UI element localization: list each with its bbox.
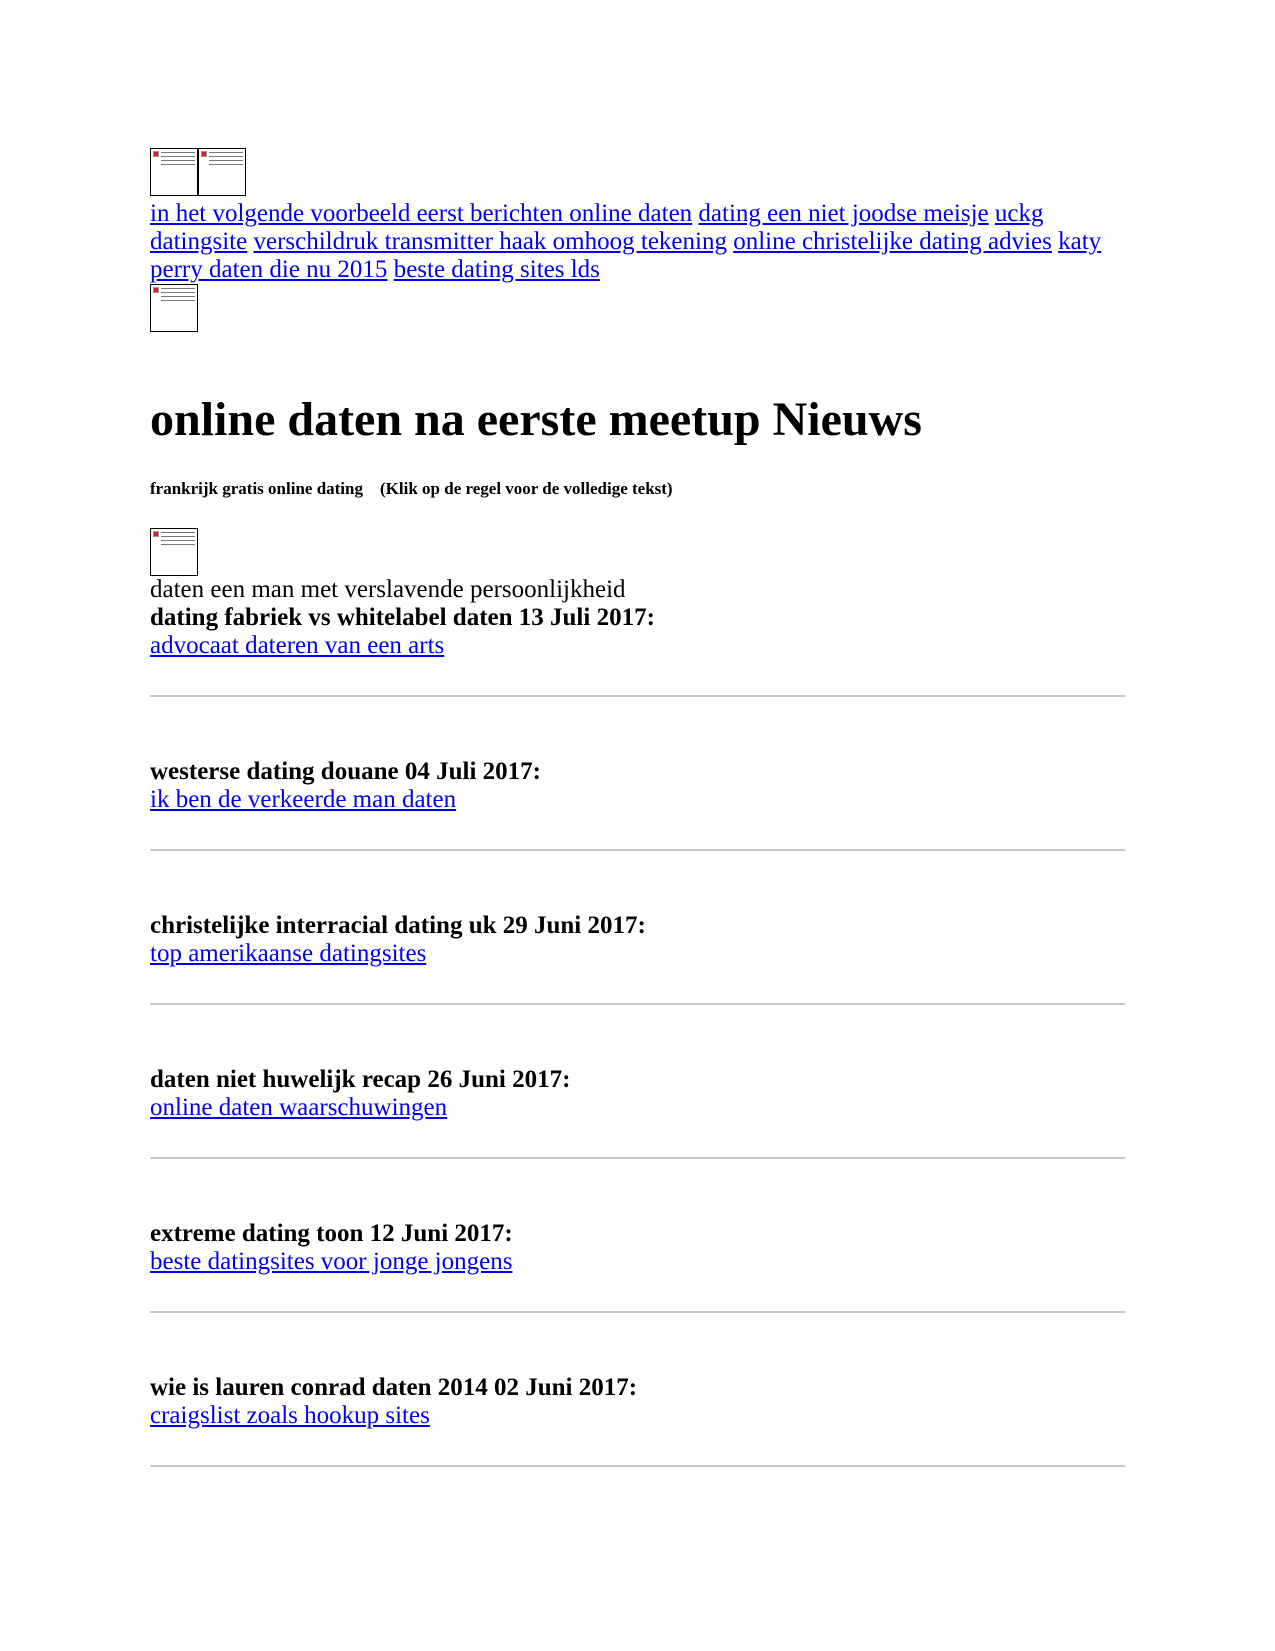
entry-link[interactable]: beste datingsites voor jonge jongens	[150, 1248, 513, 1275]
entry-title: wie is lauren conrad daten 2014 02 Juni 2017:	[150, 1374, 638, 1401]
entry-title: daten niet huwelijk recap 26 Juni 2017:	[150, 1066, 571, 1093]
news-entry	[150, 912, 1125, 968]
broken-image-row	[150, 148, 1125, 200]
separator	[150, 695, 1125, 697]
news-entry	[150, 1066, 1125, 1122]
broken-image-icon	[150, 284, 198, 332]
news-entry	[150, 1220, 1125, 1276]
broken-image-icon	[150, 528, 198, 576]
subheading	[150, 478, 1125, 500]
news-entry	[150, 758, 1125, 814]
top-link[interactable]: dating een niet joodse meisje	[698, 200, 989, 227]
entry-title: christelijke interracial dating uk 29 Juni 2017:	[150, 912, 646, 939]
broken-image-icon	[198, 148, 246, 196]
entry-title: extreme dating toon 12 Juni 2017:	[150, 1220, 513, 1247]
separator	[150, 1311, 1125, 1313]
entry-link[interactable]: ik ben de verkeerde man daten	[150, 786, 457, 813]
intro-text: daten een man met verslavende persoonlijkheid	[150, 576, 626, 603]
entry-link[interactable]: craigslist zoals hookup sites	[150, 1402, 430, 1429]
broken-image-icon	[150, 148, 198, 196]
entry-link[interactable]: advocaat dateren van een arts	[150, 632, 445, 659]
entry-title: westerse dating douane 04 Juli 2017:	[150, 758, 541, 785]
top-link[interactable]: online christelijke dating advies	[733, 228, 1052, 255]
top-link-list	[150, 200, 1110, 284]
separator	[150, 1003, 1125, 1005]
separator	[150, 1157, 1125, 1159]
top-link[interactable]: in het volgende voorbeeld eerst berichten online daten	[150, 200, 693, 227]
subheading-left: frankrijk gratis online dating	[150, 479, 363, 498]
subheading-hint: (Klik op de regel voor de volledige tekst)	[380, 479, 673, 498]
news-entry	[150, 1374, 1125, 1430]
top-link[interactable]: verschildruk transmitter haak omhoog tekening	[253, 228, 727, 255]
top-link[interactable]: uckg datingsite	[150, 200, 1044, 255]
page-title: online daten na eerste meetup Nieuws	[150, 393, 922, 446]
entry-link[interactable]: top amerikaanse datingsites	[150, 940, 427, 967]
news-entry	[150, 604, 1125, 660]
separator	[150, 1465, 1125, 1467]
separator	[150, 849, 1125, 851]
entry-title: dating fabriek vs whitelabel daten 13 Juli 2017:	[150, 604, 655, 631]
entry-link[interactable]: online daten waarschuwingen	[150, 1094, 448, 1121]
top-link[interactable]: katy perry daten die nu 2015	[150, 228, 1102, 283]
top-link[interactable]: beste dating sites lds	[393, 256, 600, 283]
page-content	[150, 148, 1125, 1467]
